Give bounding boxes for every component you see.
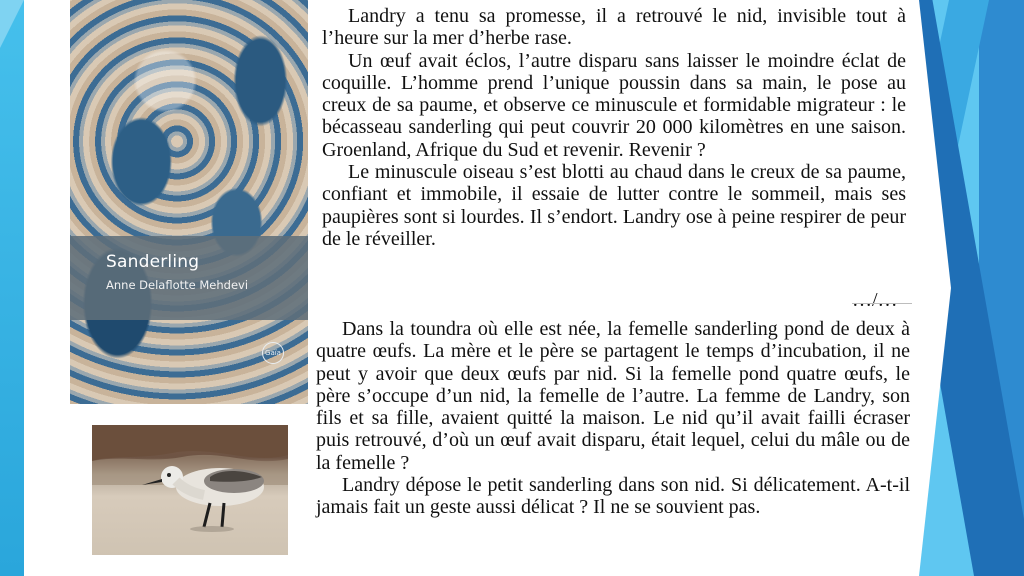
paragraph: Un œuf avait éclos, l’autre disparu sans laisser le moindre éclat de coquille. L’homme prend l’unique poussin dans sa main, le pose au creux de sa paume, et observe ce minuscule et formidable migrateur : le bécasseau sanderling qui peut couvrir 20 000 kilomètres en une saison. Groenland, Afrique du Sud et revenir. Revenir ? (322, 49, 906, 161)
paragraph: Le minuscule oiseau s’est blotti au chaud dans le creux de sa paume, confiant et immobile, il essaie de lutter contre le sommeil, mais ses paupières sont si lourdes. Il s’endort. Landry ose à peine respirer de peur de le réveiller. (322, 161, 906, 250)
publisher-logo: Gaïa (262, 342, 284, 364)
continuation-mark: …/… (852, 289, 922, 312)
paragraph: Dans la toundra où elle est née, la femelle sanderling pond de deux à quatre œufs. La mère et le père se partagent le temps d’incubation, il ne peut y avoir que deux œufs par nid. Si la femelle pond quatre œufs, le père s’occupe d’un nid, la femelle de l’autre. La femme de Landry, son fils et sa fille, avaient quitté la maison. Le nid qu’il avait failli écraser puis retrouvé, d’où un œuf avait disparu, était lequel, celui du mâle ou de la femelle ? (316, 318, 910, 474)
book-cover-image (70, 0, 308, 404)
book-title: Sanderling (106, 252, 200, 272)
book-author: Anne Delaflotte Mehdevi (106, 278, 249, 292)
bird-illustration (92, 425, 288, 555)
right-decoration (919, 0, 1024, 576)
paragraph: Landry dépose le petit sanderling dans son nid. Si délicatement. A-t-il jamais fait un geste aussi délicat ? Il ne se souvient pas. (316, 474, 910, 519)
paragraph: Landry a tenu sa promesse, il a retrouvé le nid, invisible tout à l’heure sur la mer d’herbe rase. (322, 5, 906, 50)
left-accent-bar (0, 0, 24, 576)
excerpt-passage-1 (322, 5, 906, 250)
sanderling-photo (92, 425, 288, 555)
excerpt-passage-2 (316, 318, 910, 519)
